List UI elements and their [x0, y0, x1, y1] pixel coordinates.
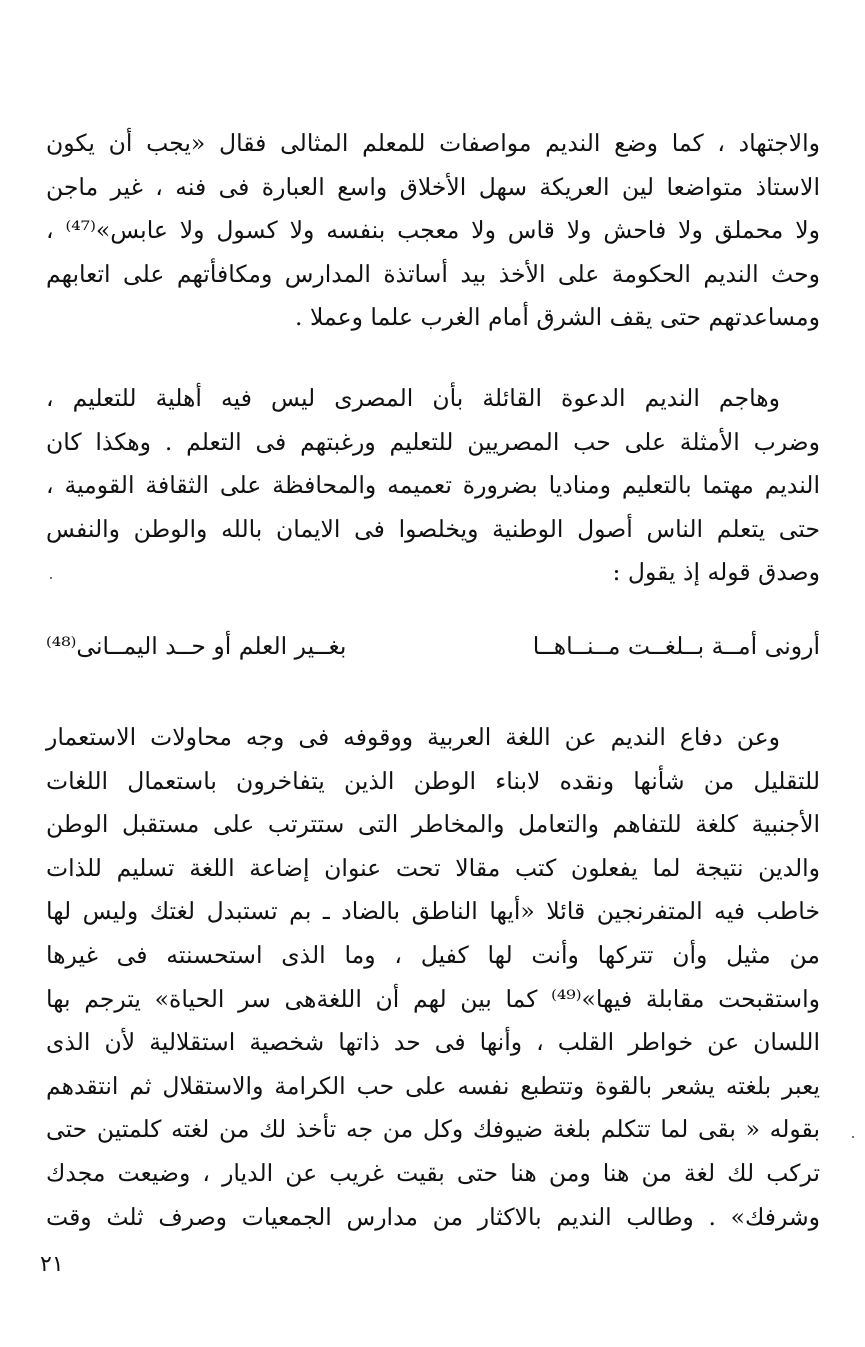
text-line: واستقبحت مقابلة فيها»⁽⁴⁹⁾ كما بين لهم أن اللغةهى سر الحياة» يترجم بها	[46, 984, 820, 1013]
scan-speck	[852, 1136, 854, 1138]
text-line: وحث النديم الحكومة على الأخذ بيد أساتذة المدارس ومكافأتهم على اتعابهم	[46, 259, 820, 288]
text-line: يعبر بلغته يشعر بالقوة وتتطبع نفسه على حب الكرامة والاستقلال ثم انتقدهم	[46, 1071, 820, 1100]
text-line: تركب لك لغة من هنا ومن هنا حتى بقيت غريب عن الديار ، وضيعت مجدك	[46, 1158, 820, 1187]
paragraph-2	[46, 377, 820, 595]
paragraph-1	[46, 122, 820, 340]
verse-second-hemistich: بغــير العلم أو حــد اليمــانى⁽⁴⁸⁾	[46, 632, 347, 660]
poem-verse	[46, 624, 820, 668]
text-line: وعن دفاع النديم عن اللغة العربية ووقوفه فى وجه محاولات الاستعمار	[46, 723, 780, 751]
text-line: من مثيل وأن تتركها وأنت لها كفيل ، وما الذى استحسنته فى غيرها	[46, 940, 820, 969]
page-number: ٢١	[40, 1252, 64, 1277]
text-line: النديم مهتما بالتعليم ومناديا بضرورة تعميمه والمحافظة على الثقافة القومية ،	[46, 471, 820, 500]
text-line: الاستاذ متواضعا لين العريكة سهل الأخلاق واسع العبارة فى فنه ، غير ماجن	[46, 172, 820, 201]
text-line: للتقليل من شأنها ونقده لابناء الوطن الذين يتفاخرون باستعمال اللغات	[46, 766, 820, 795]
text-line: ومساعدتهم حتى يقف الشرق أمام الغرب علما وعملا .	[295, 303, 820, 332]
text-line: حتى يتعلم الناس أصول الوطنية ويخلصوا فى الايمان بالله والوطن والنفس	[46, 514, 820, 543]
text-line: والاجتهاد ، كما وضع النديم مواصفات للمعلم المثالى فقال «يجب أن يكون	[46, 129, 820, 157]
text-line: وضرب الأمثلة على حب المصريين للتعليم ورغبتهم فى التعلم . وهكذا كان	[46, 427, 820, 456]
text-line: وصدق قوله إذ يقول :	[612, 558, 820, 587]
text-line: ولا محملق ولا فاحش ولا قاس ولا معجب بنفسه ولا كسول ولا عابس»⁽⁴⁷⁾ ،	[46, 216, 820, 245]
paragraph-3	[46, 716, 820, 1239]
text-line: خاطب فيه المتفرنجين قائلا «أيها الناطق بالضاد ـ بم تستبدل لغتك وليس لها	[46, 897, 820, 926]
text-line: وشرفك» . وطالب النديم بالاكثار من مدارس الجمعيات وصرف ثلث وقت	[46, 1202, 820, 1231]
text-line: وهاجم النديم الدعوة القائلة بأن المصرى ليس فيه أهلية للتعليم ،	[46, 384, 780, 412]
scan-speck	[50, 577, 52, 579]
text-line: بقوله « بقى لما تتكلم بلغة ضيوفك وكل من جه تأخذ لك من لغته كلمتين حتى	[46, 1115, 820, 1144]
text-line: اللسان عن خواطر القلب ، وأنها فى حد ذاتها شخصية استقلالية لأن الذى	[46, 1028, 820, 1057]
text-line: الأجنبية كلغة للتفاهم والتعامل والمخاطر التى ستترتب على مستقبل الوطن	[46, 810, 820, 839]
text-line: والدين نتيجة لما يفعلون كتب مقالا تحت عنوان إضاعة اللغة تسليم للذات	[46, 853, 820, 882]
verse-first-hemistich: أرونى أمــة بــلغــت مــنــاهــا	[532, 632, 820, 660]
